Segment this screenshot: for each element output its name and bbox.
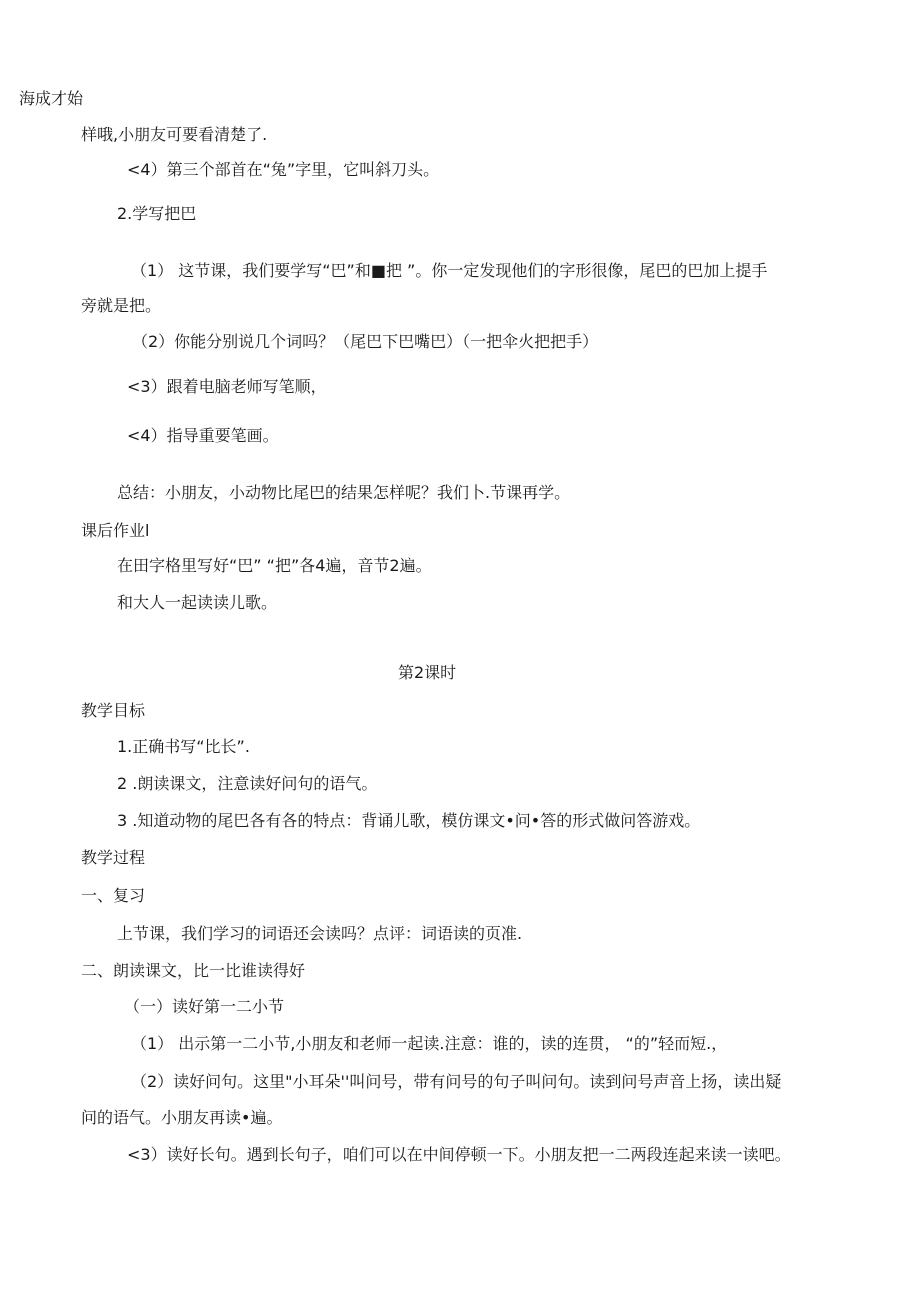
sub-1-item-3: <3）读好长句。遇到长句子，咱们可以在中间停顿一下。小朋友把一二两段连起来读一读吧。 [127, 1145, 791, 1164]
goal-3: 3 .知道动物的尾巴各有各的特点：背诵儿歌，模仿课文•问•答的形式做问答游戏。 [117, 811, 701, 830]
header-fragment: 海成才始 [19, 89, 84, 108]
item-3: <3）跟着电脑老师写笔顺， [127, 377, 327, 396]
sub-1-title: （一）读好第一二小节 [124, 997, 285, 1016]
sub-1-item-2-line1: （2）读好问句。这里"小耳朵''叫问号，带有问号的句子叫问句。读到问号声音上扬，读出疑 [131, 1072, 782, 1091]
lesson-2-title: 第2课时 [398, 663, 457, 682]
item-1-line1: （1） 这节课，我们要学写“巴”和■把 ”。你一定发现他们的字形很像，尾巴的巴加上提手 [131, 261, 768, 280]
sub-1-item-1: （1） 出示第一二小节,小朋友和老师一起读.注意：谁的，读的连贯， “的”轻而短.， [131, 1034, 728, 1053]
review-text: 上节课，我们学习的词语还会读吗？点评：词语读的页准. [117, 924, 523, 943]
step-4-radical: <4）第三个部首在“兔”字里，它叫斜刀头。 [127, 160, 440, 179]
reading-title: 二、朗读课文，比一比谁读得好 [81, 961, 306, 980]
continuation-line: 样哦,小朋友可要看清楚了. [81, 125, 268, 144]
item-2: （2）你能分别说几个词吗？（尾巴下巴嘴巴）（一把伞火把把手） [132, 332, 599, 351]
item-4: <4）指导重要笔画。 [127, 426, 279, 445]
goal-1: 1.正确书写“比长”. [117, 737, 250, 756]
goal-2: 2 .朗读课文，注意读好问句的语气。 [117, 774, 378, 793]
summary: 总结：小朋友，小动物比尾巴的结果怎样呢？我们卜.节课再学。 [117, 483, 571, 502]
homework-1: 在田字格里写好“巴” “把”各4遍，音节2遍。 [117, 556, 432, 575]
section-2-title: 2.学写把巴 [117, 204, 197, 223]
sub-1-item-2-line2: 问的语气。小朋友再读•遍。 [81, 1108, 283, 1127]
goals-title: 教学目标 [81, 701, 146, 720]
homework-2: 和大人一起读读儿歌。 [117, 593, 278, 612]
item-1-line2: 旁就是把。 [81, 296, 162, 315]
homework-title: 课后作业l [81, 521, 150, 540]
process-title: 教学过程 [81, 848, 146, 867]
review-title: 一、复习 [81, 886, 146, 905]
